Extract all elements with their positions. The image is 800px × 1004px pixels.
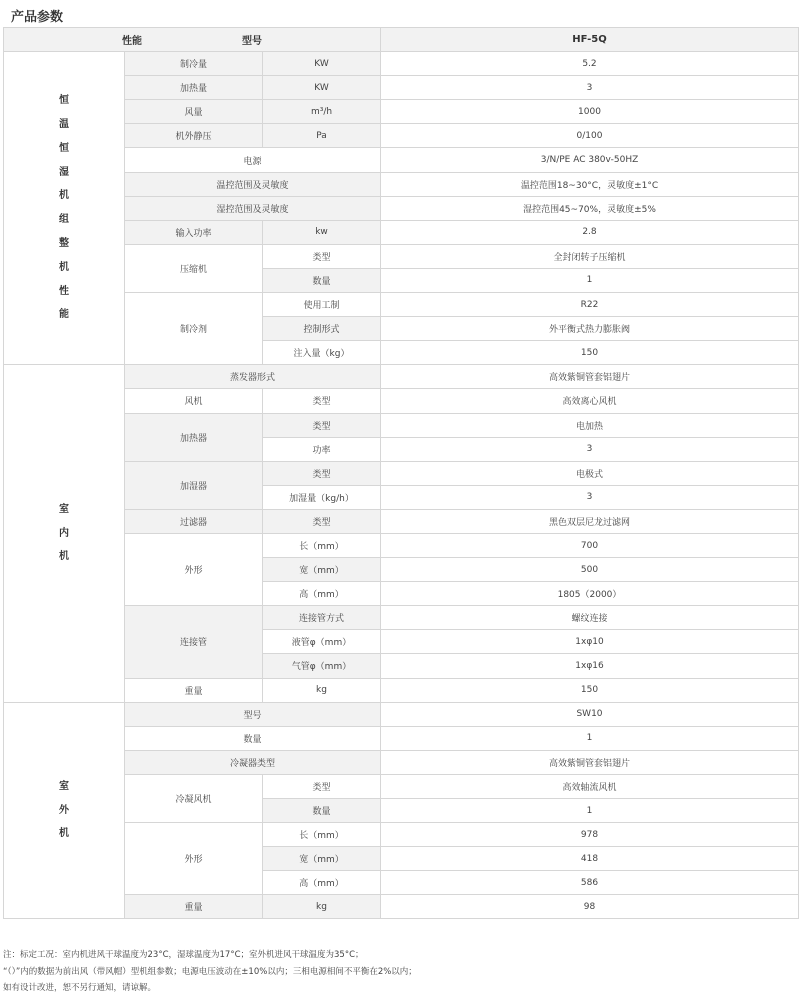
table-row [4, 365, 799, 389]
header-model: 型号 [242, 36, 262, 48]
row-value: 电加热 [381, 413, 799, 437]
spec-table [3, 27, 799, 919]
row-value: 98 [381, 895, 799, 919]
group-outdoor [4, 702, 125, 919]
header-performance: 性能 [122, 36, 142, 48]
row-value: 湿控范围45~70%，灵敏度±5% [381, 196, 799, 220]
row-value: 1 [381, 726, 799, 750]
row-sub: 高（mm） [263, 871, 381, 895]
group-label: 恒温恒湿机组整机性能 [59, 95, 69, 321]
page-title: 产品参数 [11, 10, 64, 25]
row-value: 3 [381, 485, 799, 509]
footnote: “（）”内的数据为前出风（带风帽）型机组参数；电源电压波动在±10%以内；三相电源相间不平衡在2%以内； [3, 966, 417, 977]
table-header [4, 28, 799, 52]
row-sub: 控制形式 [263, 317, 381, 341]
row-label: 加热量 [125, 76, 263, 100]
row-label: 制冷剂 [125, 293, 263, 365]
row-sub: 功率 [263, 437, 381, 461]
row-label: 数量 [125, 726, 381, 750]
footnote: 注：标定工况：室内机进风干球温度为23°C，湿球温度为17°C；室外机进风干球温度为35°C； [3, 950, 364, 960]
model-value: HF-5Q [381, 28, 799, 52]
row-value: 1xφ16 [381, 654, 799, 678]
table-row [4, 702, 799, 726]
row-label: 过滤器 [125, 509, 263, 533]
row-sub: 类型 [263, 461, 381, 485]
row-label: 压缩机 [125, 244, 263, 292]
row-unit: Pa [263, 124, 381, 148]
header-cell [4, 28, 381, 52]
row-label: 机外静压 [125, 124, 263, 148]
row-sub: 液管φ（mm） [263, 630, 381, 654]
row-sub: 气管φ（mm） [263, 654, 381, 678]
row-label: 冷凝风机 [125, 774, 263, 822]
row-value: 高效紫铜管套铝翅片 [381, 750, 799, 774]
row-sub: 高（mm） [263, 582, 381, 606]
row-label: 外形 [125, 823, 263, 895]
row-label: 重量 [125, 895, 263, 919]
row-value: 3 [381, 437, 799, 461]
row-unit: m³/h [263, 100, 381, 124]
row-value: SW10 [381, 702, 799, 726]
row-label: 风机 [125, 389, 263, 413]
row-value: 5.2 [381, 52, 799, 76]
row-value: 高效轴流风机 [381, 774, 799, 798]
row-sub: 连接管方式 [263, 606, 381, 630]
row-sub: 类型 [263, 389, 381, 413]
row-sub: 长（mm） [263, 533, 381, 557]
row-sub: 类型 [263, 413, 381, 437]
row-sub: 宽（mm） [263, 558, 381, 582]
row-value: 电极式 [381, 461, 799, 485]
row-value: 2.8 [381, 220, 799, 244]
row-sub: 数量 [263, 799, 381, 823]
footnotes [3, 947, 417, 997]
row-label: 连接管 [125, 606, 263, 678]
row-label: 电源 [125, 148, 381, 172]
row-label: 外形 [125, 533, 263, 605]
row-label: 加湿器 [125, 461, 263, 509]
row-label: 冷凝器类型 [125, 750, 381, 774]
row-value: 1 [381, 268, 799, 292]
row-sub: 长（mm） [263, 823, 381, 847]
footnote: 如有设计改进，恕不另行通知，请谅解。 [3, 983, 157, 993]
group-label: 室内机 [59, 503, 69, 563]
row-sub: 类型 [263, 244, 381, 268]
row-value: 0/100 [381, 124, 799, 148]
row-value: 1805（2000） [381, 582, 799, 606]
row-value: 150 [381, 678, 799, 702]
row-value: R22 [381, 293, 799, 317]
row-label: 温控范围及灵敏度 [125, 172, 381, 196]
row-value: 黑色双层尼龙过滤网 [381, 509, 799, 533]
row-value: 温控范围18~30°C，灵敏度±1°C [381, 172, 799, 196]
group-indoor [4, 365, 125, 702]
row-value: 586 [381, 871, 799, 895]
row-value: 418 [381, 847, 799, 871]
row-label: 风量 [125, 100, 263, 124]
row-value: 高效紫铜管套铝翅片 [381, 365, 799, 389]
row-sub: 类型 [263, 774, 381, 798]
row-value: 1 [381, 799, 799, 823]
row-label: 湿控范围及灵敏度 [125, 196, 381, 220]
row-value: 高效离心风机 [381, 389, 799, 413]
row-unit: KW [263, 52, 381, 76]
row-sub: 注入量（kg） [263, 341, 381, 365]
row-value: 3/N/PE AC 380v-50HZ [381, 148, 799, 172]
row-sub: 加湿量（kg/h） [263, 485, 381, 509]
row-sub: 使用工制 [263, 293, 381, 317]
row-label: 蒸发器形式 [125, 365, 381, 389]
row-value: 全封闭转子压缩机 [381, 244, 799, 268]
row-value: 500 [381, 558, 799, 582]
row-value: 700 [381, 533, 799, 557]
table-row [4, 52, 799, 76]
row-label: 加热器 [125, 413, 263, 461]
row-value: 螺纹连接 [381, 606, 799, 630]
group-unit-performance [4, 52, 125, 365]
row-sub: 类型 [263, 509, 381, 533]
row-sub: 数量 [263, 268, 381, 292]
row-value: 150 [381, 341, 799, 365]
row-unit: KW [263, 76, 381, 100]
group-label: 室外机 [59, 780, 69, 840]
row-unit: kw [263, 220, 381, 244]
row-label: 型号 [125, 702, 381, 726]
row-value: 978 [381, 823, 799, 847]
row-label: 制冷量 [125, 52, 263, 76]
row-value: 外平衡式热力膨胀阀 [381, 317, 799, 341]
row-value: 1xφ10 [381, 630, 799, 654]
row-value: 3 [381, 76, 799, 100]
row-label: 输入功率 [125, 220, 263, 244]
row-label: 重量 [125, 678, 263, 702]
row-unit: kg [263, 895, 381, 919]
row-unit: kg [263, 678, 381, 702]
row-value: 1000 [381, 100, 799, 124]
row-sub: 宽（mm） [263, 847, 381, 871]
